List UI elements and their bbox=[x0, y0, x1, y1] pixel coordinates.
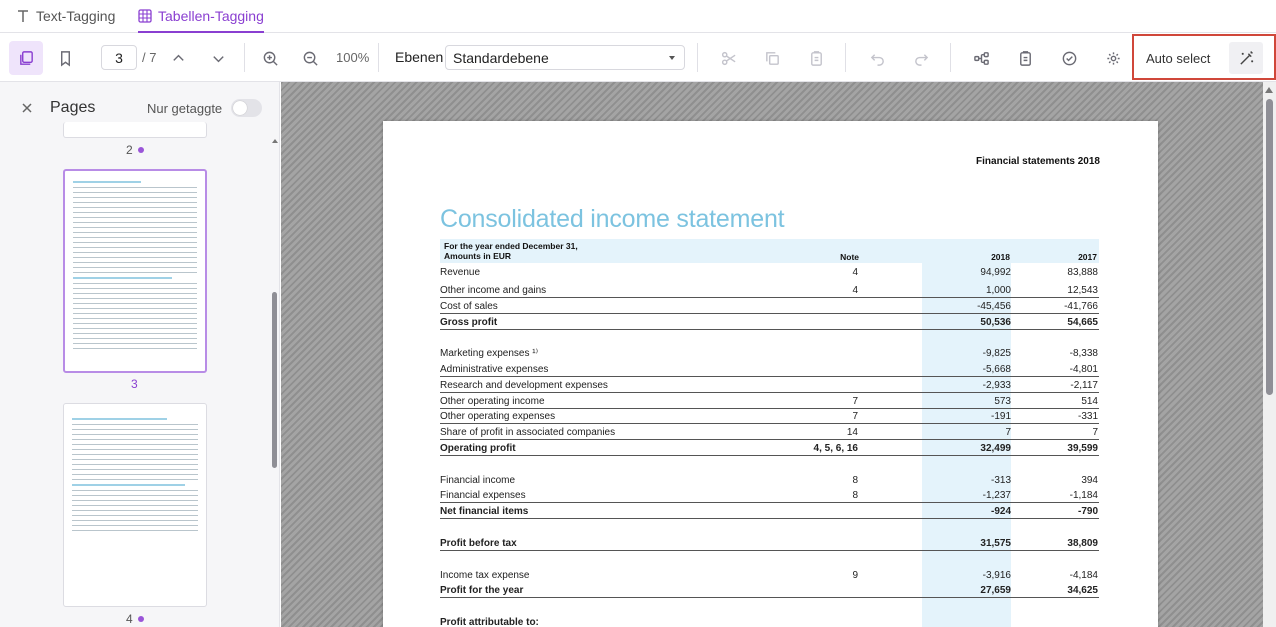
table-row[interactable] bbox=[440, 614, 1099, 627]
row-label: Profit for the year bbox=[440, 585, 524, 596]
pages-icon bbox=[18, 50, 35, 67]
settings-button[interactable] bbox=[1096, 41, 1130, 75]
table-row[interactable] bbox=[440, 440, 1099, 456]
page-label-2: 2 bbox=[126, 143, 144, 157]
table-row[interactable] bbox=[440, 314, 1099, 330]
layers-select[interactable]: Standardebene bbox=[445, 45, 685, 70]
page-thumbnail-3[interactable] bbox=[63, 169, 207, 373]
row-value-2018: 573 bbox=[994, 396, 1011, 407]
layers-label: Ebenen bbox=[395, 49, 444, 65]
paste-button[interactable] bbox=[799, 41, 833, 75]
row-label: Profit attributable to: bbox=[440, 617, 539, 627]
row-label: Operating profit bbox=[440, 443, 516, 454]
undo-button[interactable] bbox=[860, 41, 894, 75]
row-note: 8 bbox=[852, 490, 858, 501]
row-note: 4 bbox=[852, 285, 858, 296]
row-label: Revenue bbox=[440, 267, 481, 278]
clipboard-list-icon bbox=[1017, 50, 1034, 67]
tagged-dot-icon bbox=[138, 616, 144, 622]
table-row[interactable] bbox=[440, 264, 1099, 280]
clipboard-button[interactable] bbox=[1008, 41, 1042, 75]
header-note: Note bbox=[840, 252, 859, 262]
auto-select-button[interactable]: Auto select bbox=[1146, 51, 1211, 66]
row-value-2018: 1,000 bbox=[985, 285, 1011, 296]
document-page bbox=[383, 121, 1158, 627]
zoom-out-button[interactable] bbox=[293, 41, 327, 75]
row-label: Financial income bbox=[440, 475, 516, 486]
pages-panel-button[interactable] bbox=[9, 41, 43, 75]
cut-button[interactable] bbox=[711, 41, 745, 75]
divider bbox=[697, 43, 698, 72]
tab-text-tagging[interactable] bbox=[16, 0, 115, 32]
row-label: Profit before tax bbox=[440, 538, 517, 549]
scroll-up-arrow-icon[interactable] bbox=[272, 139, 278, 143]
close-icon[interactable] bbox=[19, 100, 35, 116]
validate-button[interactable] bbox=[1052, 41, 1086, 75]
row-note: 4, 5, 6, 16 bbox=[813, 443, 858, 454]
tagged-dot-icon bbox=[138, 147, 144, 153]
auto-select-group bbox=[1132, 34, 1276, 80]
row-value-2017: -1,184 bbox=[1069, 490, 1098, 501]
row-note: 9 bbox=[852, 570, 858, 581]
previous-page-button[interactable] bbox=[161, 41, 195, 75]
table-row[interactable] bbox=[440, 361, 1099, 377]
row-value-2018: 94,992 bbox=[980, 267, 1011, 278]
table-row[interactable] bbox=[440, 345, 1099, 361]
row-value-2017: 7 bbox=[1092, 427, 1098, 438]
row-label: Share of profit in associated companies bbox=[440, 427, 616, 438]
row-value-2017: 394 bbox=[1081, 475, 1098, 486]
document-viewer bbox=[281, 82, 1276, 627]
table-row[interactable] bbox=[440, 393, 1099, 409]
row-value-2017: 83,888 bbox=[1067, 267, 1098, 278]
header-2018: 2018 bbox=[991, 252, 1010, 262]
scroll-up-arrow-icon[interactable] bbox=[1265, 87, 1273, 93]
structure-tree-button[interactable] bbox=[964, 41, 998, 75]
row-value-2017: 34,625 bbox=[1067, 585, 1098, 596]
row-label: Income tax expense bbox=[440, 570, 530, 581]
row-value-2018: -3,916 bbox=[982, 570, 1011, 581]
page-thumbnail-4[interactable] bbox=[63, 403, 207, 607]
bookmark-icon bbox=[57, 50, 74, 67]
row-label: Marketing expenses ¹⁾ bbox=[440, 348, 539, 359]
row-value-2017: -331 bbox=[1077, 411, 1098, 422]
gear-icon bbox=[1105, 50, 1122, 67]
tagged-only-toggle[interactable] bbox=[231, 99, 262, 117]
divider bbox=[378, 43, 379, 72]
text-icon bbox=[16, 9, 30, 23]
bookmark-button[interactable] bbox=[48, 41, 82, 75]
row-note: 7 bbox=[852, 396, 858, 407]
zoom-in-icon bbox=[262, 50, 279, 67]
zoom-out-icon bbox=[302, 50, 319, 67]
page-thumbnail-2[interactable] bbox=[63, 122, 207, 138]
row-value-2017: 39,599 bbox=[1067, 443, 1098, 454]
row-value-2018: 7 bbox=[1005, 427, 1011, 438]
divider bbox=[845, 43, 846, 72]
tab-table-tagging-label: Tabellen-Tagging bbox=[158, 7, 264, 24]
magic-wand-icon bbox=[1238, 50, 1255, 67]
row-label: Research and development expenses bbox=[440, 380, 608, 391]
divider bbox=[244, 43, 245, 72]
next-page-button[interactable] bbox=[201, 41, 235, 75]
row-value-2017: 38,809 bbox=[1067, 538, 1098, 549]
row-value-2018: 50,536 bbox=[980, 317, 1011, 328]
row-label: Administrative expenses bbox=[440, 364, 549, 375]
scissors-icon bbox=[720, 50, 737, 67]
page-title: Consolidated income statement bbox=[440, 205, 785, 233]
sidebar-scrollbar[interactable] bbox=[272, 292, 277, 468]
row-value-2018: -2,933 bbox=[982, 380, 1011, 391]
table-row[interactable] bbox=[440, 567, 1099, 583]
undo-icon bbox=[869, 50, 886, 67]
table-row[interactable] bbox=[440, 535, 1099, 551]
table-row[interactable] bbox=[440, 424, 1099, 440]
header-2017: 2017 bbox=[1078, 252, 1097, 262]
row-note: 8 bbox=[852, 475, 858, 486]
row-value-2018: -45,456 bbox=[977, 301, 1011, 312]
zoom-in-button[interactable] bbox=[253, 41, 287, 75]
row-label: Cost of sales bbox=[440, 301, 498, 312]
redo-button[interactable] bbox=[904, 41, 938, 75]
thumbnail-content bbox=[72, 418, 198, 535]
row-value-2017: -4,184 bbox=[1069, 570, 1098, 581]
row-value-2018: -9,825 bbox=[982, 348, 1011, 359]
row-value-2018: 31,575 bbox=[980, 538, 1011, 549]
row-label: Gross profit bbox=[440, 317, 498, 328]
dropdown-caret-icon bbox=[669, 56, 675, 60]
row-value-2017: -790 bbox=[1077, 506, 1098, 517]
row-value-2017: -4,801 bbox=[1069, 364, 1098, 375]
table-row[interactable] bbox=[440, 503, 1099, 519]
chevron-down-icon bbox=[210, 50, 227, 67]
copy-button[interactable] bbox=[755, 41, 789, 75]
tab-text-tagging-label: Text-Tagging bbox=[36, 8, 116, 24]
table-row[interactable] bbox=[440, 282, 1099, 298]
row-value-2017: 12,543 bbox=[1067, 285, 1098, 296]
copy-icon bbox=[764, 50, 781, 67]
tagged-only-label: Nur getaggte bbox=[147, 101, 223, 116]
clipboard-icon bbox=[808, 50, 825, 67]
row-note: 7 bbox=[852, 411, 858, 422]
thumbnail-content bbox=[73, 181, 197, 353]
sidebar-title: Pages bbox=[50, 99, 96, 116]
check-circle-icon bbox=[1061, 50, 1078, 67]
row-value-2017: -8,338 bbox=[1069, 348, 1098, 359]
row-label: Financial expenses bbox=[440, 490, 526, 501]
page-header: Financial statements 2018 bbox=[976, 156, 1100, 167]
page-label-4: 4 bbox=[126, 612, 144, 626]
table-row[interactable] bbox=[440, 377, 1099, 393]
table-row[interactable] bbox=[440, 582, 1099, 598]
redo-icon bbox=[913, 50, 930, 67]
toolbar bbox=[0, 33, 1276, 82]
document-scrollbar[interactable] bbox=[1266, 99, 1273, 395]
row-value-2018: -191 bbox=[990, 411, 1011, 422]
row-label: Other operating expenses bbox=[440, 411, 556, 422]
table-row[interactable] bbox=[440, 472, 1099, 488]
table-row[interactable] bbox=[440, 298, 1099, 314]
zoom-level[interactable]: 100% bbox=[336, 50, 370, 65]
tab-table-tagging[interactable] bbox=[138, 0, 264, 33]
chevron-up-icon bbox=[170, 50, 187, 67]
page-number-input[interactable]: 3 bbox=[101, 45, 137, 70]
row-label: Other operating income bbox=[440, 396, 545, 407]
pages-sidebar bbox=[0, 82, 280, 627]
row-value-2017: 514 bbox=[1081, 396, 1098, 407]
row-note: 4 bbox=[852, 267, 858, 278]
table-row[interactable] bbox=[440, 487, 1099, 503]
table-header-label: For the year ended December 31, Amounts in EUR bbox=[444, 241, 578, 261]
table-icon bbox=[138, 9, 152, 23]
table-row[interactable] bbox=[440, 408, 1099, 424]
page-label-3: 3 bbox=[131, 377, 138, 391]
divider bbox=[950, 43, 951, 72]
row-value-2018: 32,499 bbox=[980, 443, 1011, 454]
row-value-2017: -41,766 bbox=[1064, 301, 1098, 312]
row-label: Other income and gains bbox=[440, 285, 547, 296]
row-value-2017: 54,665 bbox=[1067, 317, 1098, 328]
tree-icon bbox=[973, 50, 990, 67]
page-total: / 7 bbox=[142, 50, 157, 65]
row-note: 14 bbox=[846, 427, 858, 438]
row-value-2018: -924 bbox=[990, 506, 1011, 517]
row-value-2018: -1,237 bbox=[982, 490, 1011, 501]
magic-wand-button[interactable] bbox=[1229, 42, 1263, 74]
row-value-2018: 27,659 bbox=[980, 585, 1011, 596]
tab-bar bbox=[0, 0, 1276, 33]
row-value-2018: -313 bbox=[990, 475, 1011, 486]
row-value-2018: -5,668 bbox=[982, 364, 1011, 375]
row-label: Net financial items bbox=[440, 506, 529, 517]
row-value-2017: -2,117 bbox=[1070, 380, 1098, 391]
